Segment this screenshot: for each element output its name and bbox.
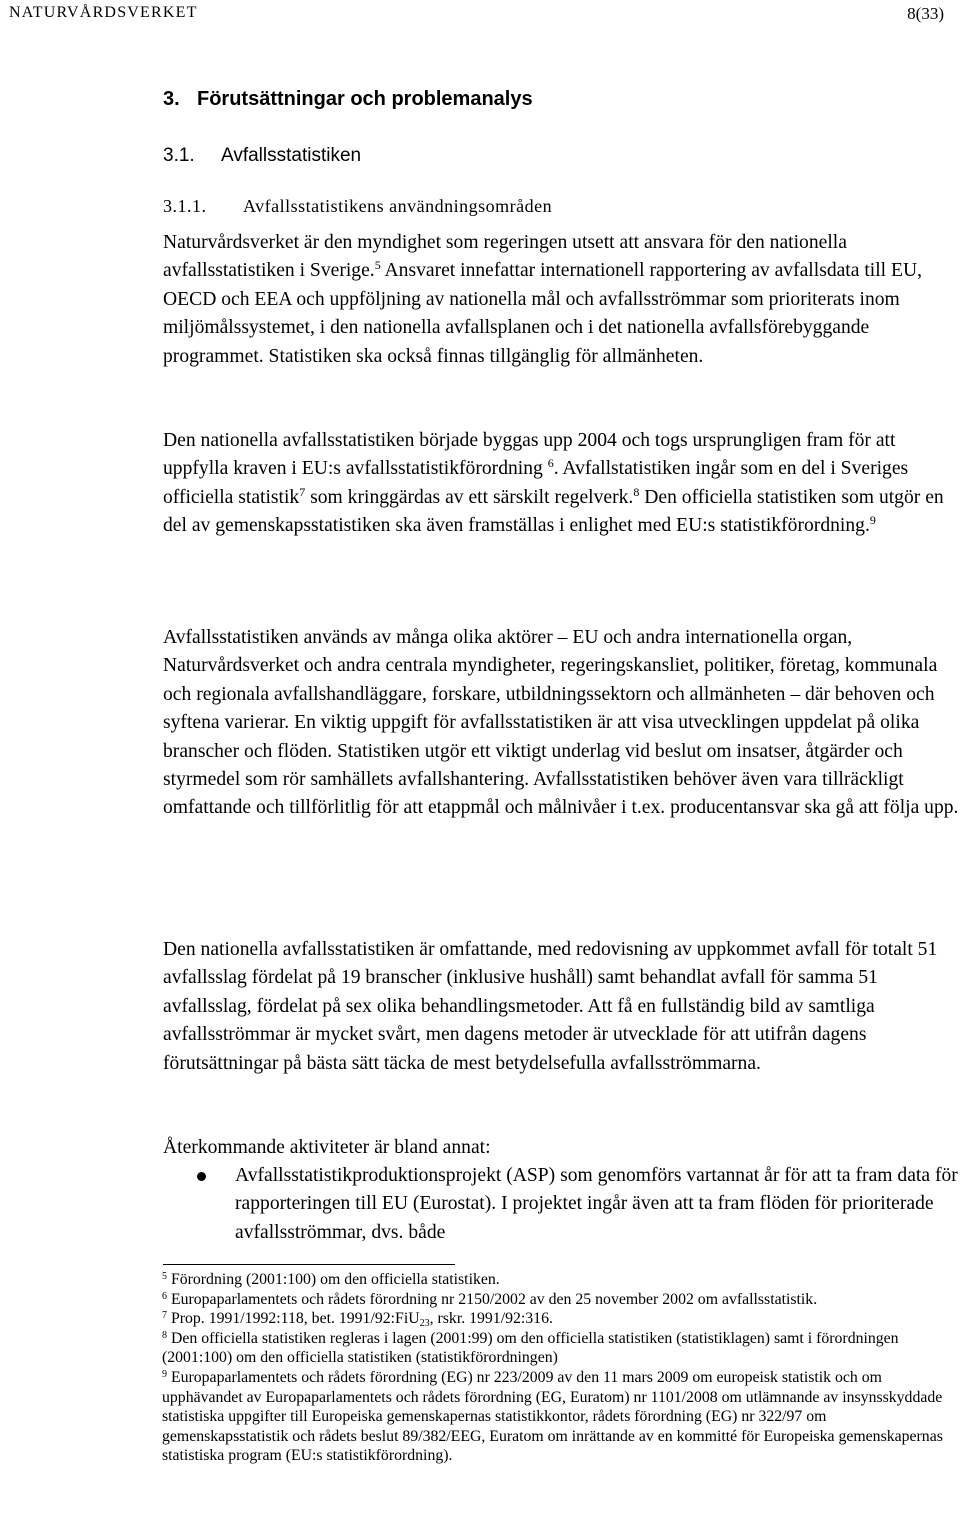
footnote-ref-8[interactable]: 8: [633, 484, 640, 499]
paragraph-text: Den nationella avfallsstatistiken började byggas upp 2004 och togs ursprungligen fram för att uppfylla kraven i EU:s avfallsstatistikförordning: [163, 430, 896, 480]
activities-list: [163, 1162, 959, 1247]
footnotes: [162, 1270, 952, 1466]
footnote-text: Den officiella statistiken regleras i lagen (2001:99) om den officiella statistiken (statistiklagen) samt i förordningen (2001:100) om den officiella statistiken (statistikförordningen): [162, 1329, 899, 1367]
footnote-9: [162, 1368, 952, 1466]
subsection-title: Avfallsstatistiken: [221, 145, 362, 166]
paragraph-users: Avfallsstatistiken används av många olika aktörer – EU och andra internationella organ, Naturvårdsverket och andra centrala myndigheter, regeringskansliet, politiker, företag, kommunala och regionala avfallshandläggare, forskare, utbildningssektorn och allmänheten – där behoven och syftena varierar. En viktig uppgift för avfallsstatistiken är att visa utvecklingen uppdelat på olika branscher och flöden. Statistiken utgör ett viktigt underlag vid beslut om insatser, åtgärder och styrmedel som rör samhällets avfallshantering. Avfallsstatistiken behöver även vara tillräckligt omfattande och tillförlitlig för att etappmål och målnivåer i t.ex. producentansvar ska gå att följa upp.: [163, 627, 959, 819]
list-item-text: Avfallsstatistikproduktionsprojekt (ASP) som genomförs vartannat år för att ta fram data för rapporteringen till EU (Eurostat). I projektet ingår även att ta fram flöden för prioriterade avfallsströmmar, dvs. både: [235, 1165, 958, 1243]
paragraph-text: . Avfallstatistiken ingår som en del i Sveriges officiella statistik: [163, 458, 909, 508]
section-number: 3.: [163, 88, 180, 110]
footnote-text: Förordning (2001:100) om den officiella statistiken.: [170, 1271, 500, 1288]
footnote-subscript: 23: [419, 1318, 430, 1330]
footnote-text: , rskr. 1991/92:316.: [429, 1310, 553, 1328]
footnote-8: [162, 1329, 952, 1368]
bullet-icon: [197, 1172, 206, 1181]
footnote-ref-6[interactable]: 6: [547, 456, 554, 471]
footnote-number: 7: [162, 1310, 167, 1322]
footnote-text: Europaparlamentets och rådets förordning nr 2150/2002 av den 25 november 2002 om avfallsstatistik.: [170, 1290, 818, 1308]
subsubsection-heading: [163, 196, 552, 217]
footnote-number: 6: [162, 1290, 167, 1302]
section-title: Förutsättningar och problemanalys: [197, 88, 533, 110]
subsubsection-number: 3.1.1.: [163, 196, 207, 216]
footnote-ref-9[interactable]: 9: [869, 513, 876, 528]
section-heading: [163, 88, 533, 111]
page-number: 8(33): [907, 4, 944, 23]
paragraph-scope: Den nationella avfallsstatistiken är omfattande, med redovisning av uppkommet avfall för totalt 51 avfallsslag fördelat på 19 branscher (inklusive hushåll) samt behandlat avfall för samma 51 avfallsslag, fördelat på sex olika behandlingsmetoder. Att få en fullständig bild av samtliga avfallsströmmar är mycket svårt, men dagens metoder är utvecklade för att utifrån dagens förutsättningar på bästa sätt täcka de mest betydelsefulla avfallsströmmarna.: [163, 939, 938, 1074]
footnote-number: 5: [162, 1271, 167, 1282]
footnote-ref-7[interactable]: 7: [299, 484, 306, 499]
footnote-divider: [163, 1264, 455, 1265]
footnote-number: 9: [162, 1368, 167, 1380]
footnote-5: [162, 1270, 952, 1290]
paragraph-text: Den officiella statistiken som utgör en del av gemenskapsstatistiken ska även framställas i enlighet med EU:s statistikförordning.: [163, 486, 944, 537]
header-organization: NATURVÅRDSVERKET: [9, 4, 198, 21]
footnote-7: [162, 1309, 952, 1329]
footnote-6: [162, 1290, 952, 1310]
subsection-heading: [163, 145, 361, 167]
footnote-number: 8: [162, 1329, 167, 1341]
paragraph-text: som kringgärdas av ett särskilt regelverk.: [305, 486, 634, 508]
list-item: [163, 1162, 959, 1247]
subsection-number: 3.1.: [163, 145, 195, 166]
paragraph-text: Naturvårdsverket är den myndighet som regeringen utsett att ansvara för den nationella avfallsstatistiken i Sverige.: [163, 232, 847, 282]
subsubsection-title: Avfallsstatistikens användningsområden: [243, 196, 553, 216]
paragraph-responsibility: [163, 229, 959, 371]
paragraph-text: Ansvaret innefattar internationell rapportering av avfallsdata till EU, OECD och EEA och uppföljning av nationella mål och avfallsströmmar som prioriterats inom miljömålssystemet, i den nationella avfallsplanen och i det nationella avfallsförebyggande programmet. Statistiken ska också finnas tillgänglig för allmänheten.: [163, 260, 923, 367]
footnote-text: Prop. 1991/1992:118, bet. 1991/92:FiU: [170, 1310, 420, 1328]
footnote-ref-5[interactable]: 5: [374, 258, 381, 273]
footnote-text: Europaparlamentets och rådets förordning (EG) nr 223/2009 av den 11 mars 2009 om europeisk statistik och om upphävandet av Europaparlamentets och rådets förordning (EG, Euratom) nr 1101/2008 om utlämnande av insynsskyddade statistiska uppgifter till Europeiska gemenskapernas statistikkontor, rådets förordning (EG) nr 322/97 om gemenskapsstatistik och rådets beslut 89/382/EEG, Euratom om inrättande av en kommitté för Europeiska gemenskapernas statistiska program (EU:s statistikförordning).: [162, 1368, 943, 1465]
paragraph-history: [163, 427, 959, 541]
paragraph-activities-intro: Återkommande aktiviteter är bland annat:: [163, 1137, 491, 1158]
